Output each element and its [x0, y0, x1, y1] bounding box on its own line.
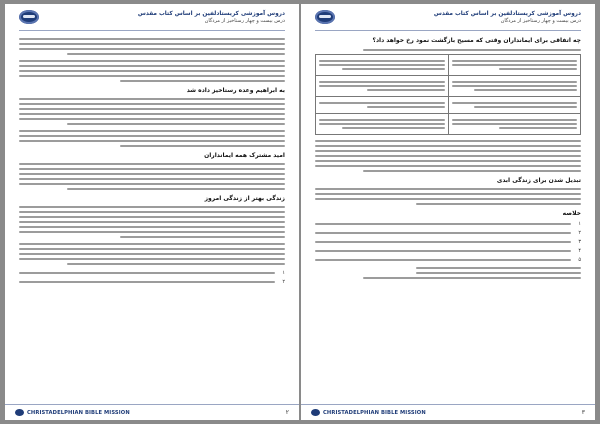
mission-logo-icon — [15, 409, 24, 416]
paragraph — [19, 130, 285, 147]
list-item: ۲ — [19, 279, 285, 285]
header-title: دروس آموزشی کریستادلفین بر اساس کتاب مقدس — [433, 10, 581, 17]
section-heading: تبدیل شدن برای زندگی ابدی — [496, 177, 581, 184]
paragraph — [315, 140, 581, 172]
paragraph — [19, 98, 285, 125]
paragraph — [315, 188, 581, 205]
table-row — [316, 55, 581, 76]
section-heading: زندگی بهتر از زندگی امروز — [204, 195, 285, 202]
reference-lines — [315, 267, 581, 279]
summary-heading: خلاصه — [562, 210, 581, 217]
list-item: ۲ — [315, 230, 581, 236]
page-number: ۳ — [581, 409, 585, 416]
page-footer — [5, 404, 299, 420]
list-item: ۴ — [315, 248, 581, 254]
header-title: دروس آموزشی کریستادلفین بر اساس کتاب مقدس — [137, 10, 285, 17]
reference-table — [315, 54, 581, 135]
page-number: ۲ — [285, 409, 289, 416]
section-heading: به ابراهیم وعده رستاخیز داده شد — [186, 87, 285, 94]
header-subtitle: درس بیست و چهار رستاخیز از مردگان — [204, 17, 285, 24]
page-body — [315, 31, 581, 279]
page-footer — [301, 404, 595, 420]
list-item: ۵ — [315, 257, 581, 263]
paragraph — [19, 38, 285, 55]
list-item: ۳ — [315, 239, 581, 245]
footer-logo — [15, 409, 130, 416]
page-header — [19, 4, 285, 31]
list-item: ۱ — [19, 270, 285, 276]
page-header — [315, 4, 581, 31]
footer-org: CHRISTADELPHIAN BIBLE MISSION — [323, 409, 426, 416]
paragraph — [19, 60, 285, 82]
paragraph — [19, 163, 285, 190]
footer-org: CHRISTADELPHIAN BIBLE MISSION — [27, 409, 130, 416]
question-heading: چه اتفاقی برای ایمانداران وقتی که مسیح بازگشت نمود رخ خواهد داد؟ — [372, 37, 581, 44]
document-spread — [5, 4, 595, 420]
table-row — [316, 76, 581, 97]
right-page — [301, 4, 595, 420]
table-row — [316, 114, 581, 135]
table-row — [316, 97, 581, 114]
header-subtitle: درس بیست و چهار رستاخیز از مردگان — [500, 17, 581, 24]
mission-logo-icon — [315, 10, 335, 24]
list-item: ۱ — [315, 221, 581, 227]
section-heading: امید مشترک همه ایمانداران — [204, 152, 285, 159]
mission-logo-icon — [311, 409, 320, 416]
page-body — [19, 31, 285, 285]
footer-logo — [311, 409, 426, 416]
paragraph — [19, 206, 285, 238]
paragraph — [19, 243, 285, 265]
mission-logo-icon — [19, 10, 39, 24]
left-page — [5, 4, 299, 420]
